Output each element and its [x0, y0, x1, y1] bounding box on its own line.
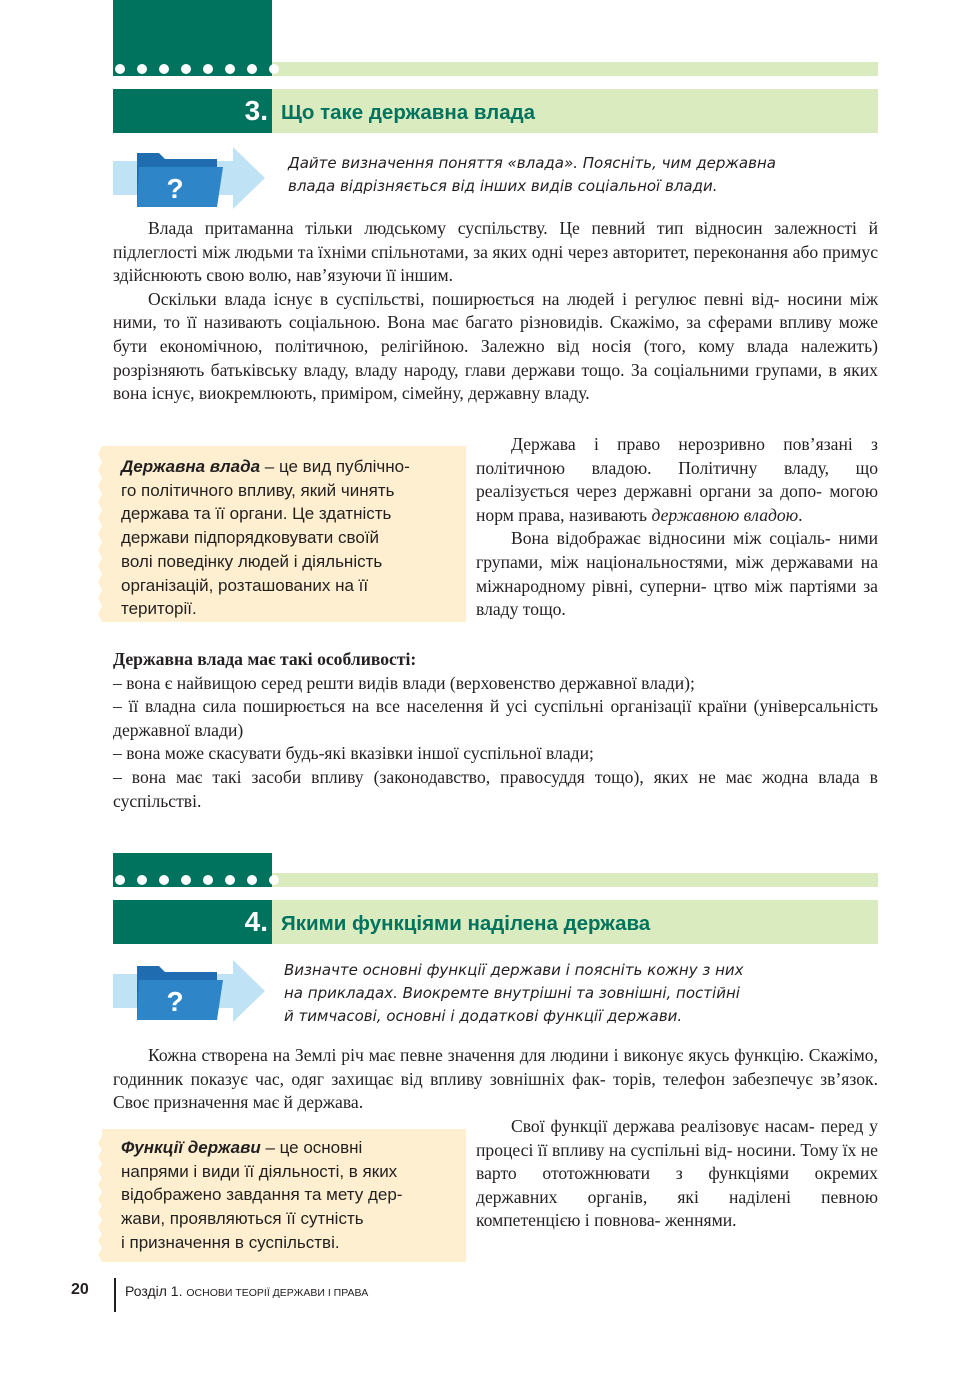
text-line: женнями.	[664, 1210, 737, 1231]
text-line: наділені певною компетенцією і повнова-	[476, 1186, 878, 1231]
chapter-title: ОСНОВИ ТЕОРІЇ ДЕРЖАВИ І ПРАВА	[186, 1287, 369, 1299]
definition-line: волі поведінку людей і діяльність	[121, 551, 383, 571]
text-line: Держава і право нерозривно пов’язані з	[511, 434, 878, 454]
section-3-title: Що таке державна влада	[281, 101, 536, 124]
text-line: – її владна сила поширюється на все населення й усі суспільні організації країни	[113, 696, 747, 717]
text-line: державами на міжнародному рівні, суперни-	[476, 551, 878, 596]
definition-line: напрями і види її діяльності, в яких	[121, 1161, 398, 1181]
text-line: приміром, сімейну, державну владу.	[321, 383, 590, 404]
text-line: глави держави тощо. За соціальними групами, в яких вона існує, виокремлюють,	[113, 359, 878, 404]
feature-item	[113, 672, 878, 696]
section-3-features	[113, 648, 878, 813]
text-line: носія (того, кому влада належить) розрізняють батьківську владу, владу народу,	[113, 335, 878, 380]
text-line: Кожна створена на Землі річ має певне значення для людини і виконує якусь	[148, 1045, 730, 1065]
section-3-number: 3.	[113, 89, 272, 133]
definition-line: і призначення в суспільстві.	[121, 1232, 340, 1252]
definition-line: відображено завдання та мету дер-	[121, 1185, 403, 1205]
definition-line: території.	[121, 599, 197, 619]
text-line: цтво між партіями за владу тощо.	[476, 575, 878, 620]
features-heading: Державна влада має такі особливості:	[113, 649, 417, 669]
definition-state-functions	[121, 1136, 461, 1255]
text-line: .	[798, 504, 803, 525]
text-line: Оскільки влада існує в суспільстві, поширюється на людей і регулює певні від-	[148, 288, 780, 309]
question-line: на прикладах. Виокремте внутрішні та зовнішні, постійні	[284, 984, 740, 1002]
feature-item	[113, 695, 878, 742]
section-4-number: 4.	[113, 900, 272, 944]
section-3-paragraph-1	[113, 217, 878, 406]
text-line: торів, телефон забезпечує зв’язок. Своє призначення має й держава.	[113, 1068, 878, 1113]
chapter-label: Розділ 1.	[125, 1283, 183, 1299]
text-line: функцію. Скажімо, годинник показує час, одяг захищає від впливу зовнішніх фак-	[113, 1045, 878, 1089]
footer-chapter	[125, 1283, 368, 1299]
definition-line: го політичного впливу, який чинять	[121, 480, 395, 500]
text-line: – вона має такі засоби впливу (законодавство, правосуддя тощо), яких не має	[113, 766, 753, 787]
question-folder-icon	[113, 147, 265, 209]
text-line: за сферами впливу може бути економічною, політичною, релігійною. Залежно від	[113, 312, 878, 356]
text-line: реалізується через державні органи за допо-	[476, 481, 823, 502]
definition-term: Державна влада	[121, 457, 261, 476]
question-line: влада відрізняється від інших видів соціальної влади.	[288, 177, 718, 195]
text-line: – вона може скасувати будь-які вказівки іншої суспільної влади;	[113, 743, 594, 764]
text-line: Влада притаманна тільки людському суспільству. Це певний тип відносин	[148, 218, 763, 238]
text-line: залежності й підлеглості між людьми та їхніми спільнотами, за яких одні через	[113, 218, 879, 262]
text-line: жодна влада в суспільстві.	[113, 766, 878, 811]
text-line: політичною владою. Політичну владу, що	[476, 457, 878, 478]
section-4-heading-bar	[113, 900, 878, 944]
italic-term: владою	[743, 504, 799, 525]
text-line: – вона є найвищою серед решти видів влади (верховенство державної влади);	[113, 672, 695, 693]
section-4-dots-divider	[113, 873, 878, 887]
italic-term: державною	[651, 504, 740, 525]
question-folder-icon	[113, 960, 265, 1022]
question-line: й тимчасові, основні і додаткові функції держави.	[284, 1007, 683, 1025]
text-line: ними групами, між національностями, між	[476, 528, 878, 572]
definition-line: держава та її органи. Це здатність	[121, 504, 392, 524]
text-line: функціями окремих державних органів, які	[476, 1163, 878, 1207]
definition-state-power	[121, 455, 461, 621]
text-line: перед у процесі її впливу на суспільні від-	[476, 1116, 878, 1160]
section-3-heading-bar	[113, 89, 878, 133]
feature-item	[113, 766, 878, 813]
feature-item	[113, 742, 878, 766]
definition-line: – це основні	[260, 1138, 363, 1157]
definition-term: Функції держави	[121, 1138, 261, 1157]
text-line: носини. Тому їх не варто ототожнювати з	[476, 1139, 878, 1184]
section-3-question	[288, 152, 776, 198]
definition-line: держави підпорядковувати своїй	[121, 528, 380, 548]
section-3-dots-divider	[113, 62, 878, 76]
definition-line: – це вид публічно-	[260, 457, 410, 476]
section-3-header-block	[113, 0, 272, 66]
question-line: Визначте основні функції держави і поясніть кожну з них	[284, 961, 744, 979]
section-4-paragraph-1	[113, 1044, 878, 1115]
text-line: носини між ними, то її називають соціальною. Вона має багато різновидів. Скажімо,	[113, 288, 878, 333]
section-4-question	[284, 959, 744, 1028]
svg-text:?: ?	[166, 986, 184, 1017]
svg-text:?: ?	[166, 173, 184, 204]
text-line: (універсальність державної влади)	[113, 696, 878, 740]
text-line: Вона відображає відносини між соціаль-	[511, 528, 831, 549]
definition-line: організацій, розташованих на її	[121, 575, 369, 595]
section-4-side-paragraph	[476, 1115, 878, 1233]
text-line: Свої функції держава реалізовує насам-	[511, 1116, 815, 1136]
definition-line: жави, проявляються її сутність	[121, 1209, 364, 1229]
section-3-side-paragraph	[476, 433, 878, 622]
text-line: могою норм права, називають	[476, 481, 878, 525]
text-line: авторитет, переконання або примус здійснюють свою волю, нав’язуючи її іншим.	[113, 241, 878, 286]
footer-divider	[114, 1278, 116, 1312]
page-number: 20	[71, 1281, 89, 1298]
question-line: Дайте визначення поняття «влада». Поясніть, чим державна	[288, 154, 776, 172]
section-4-title: Якими функціями наділена держава	[281, 912, 651, 935]
